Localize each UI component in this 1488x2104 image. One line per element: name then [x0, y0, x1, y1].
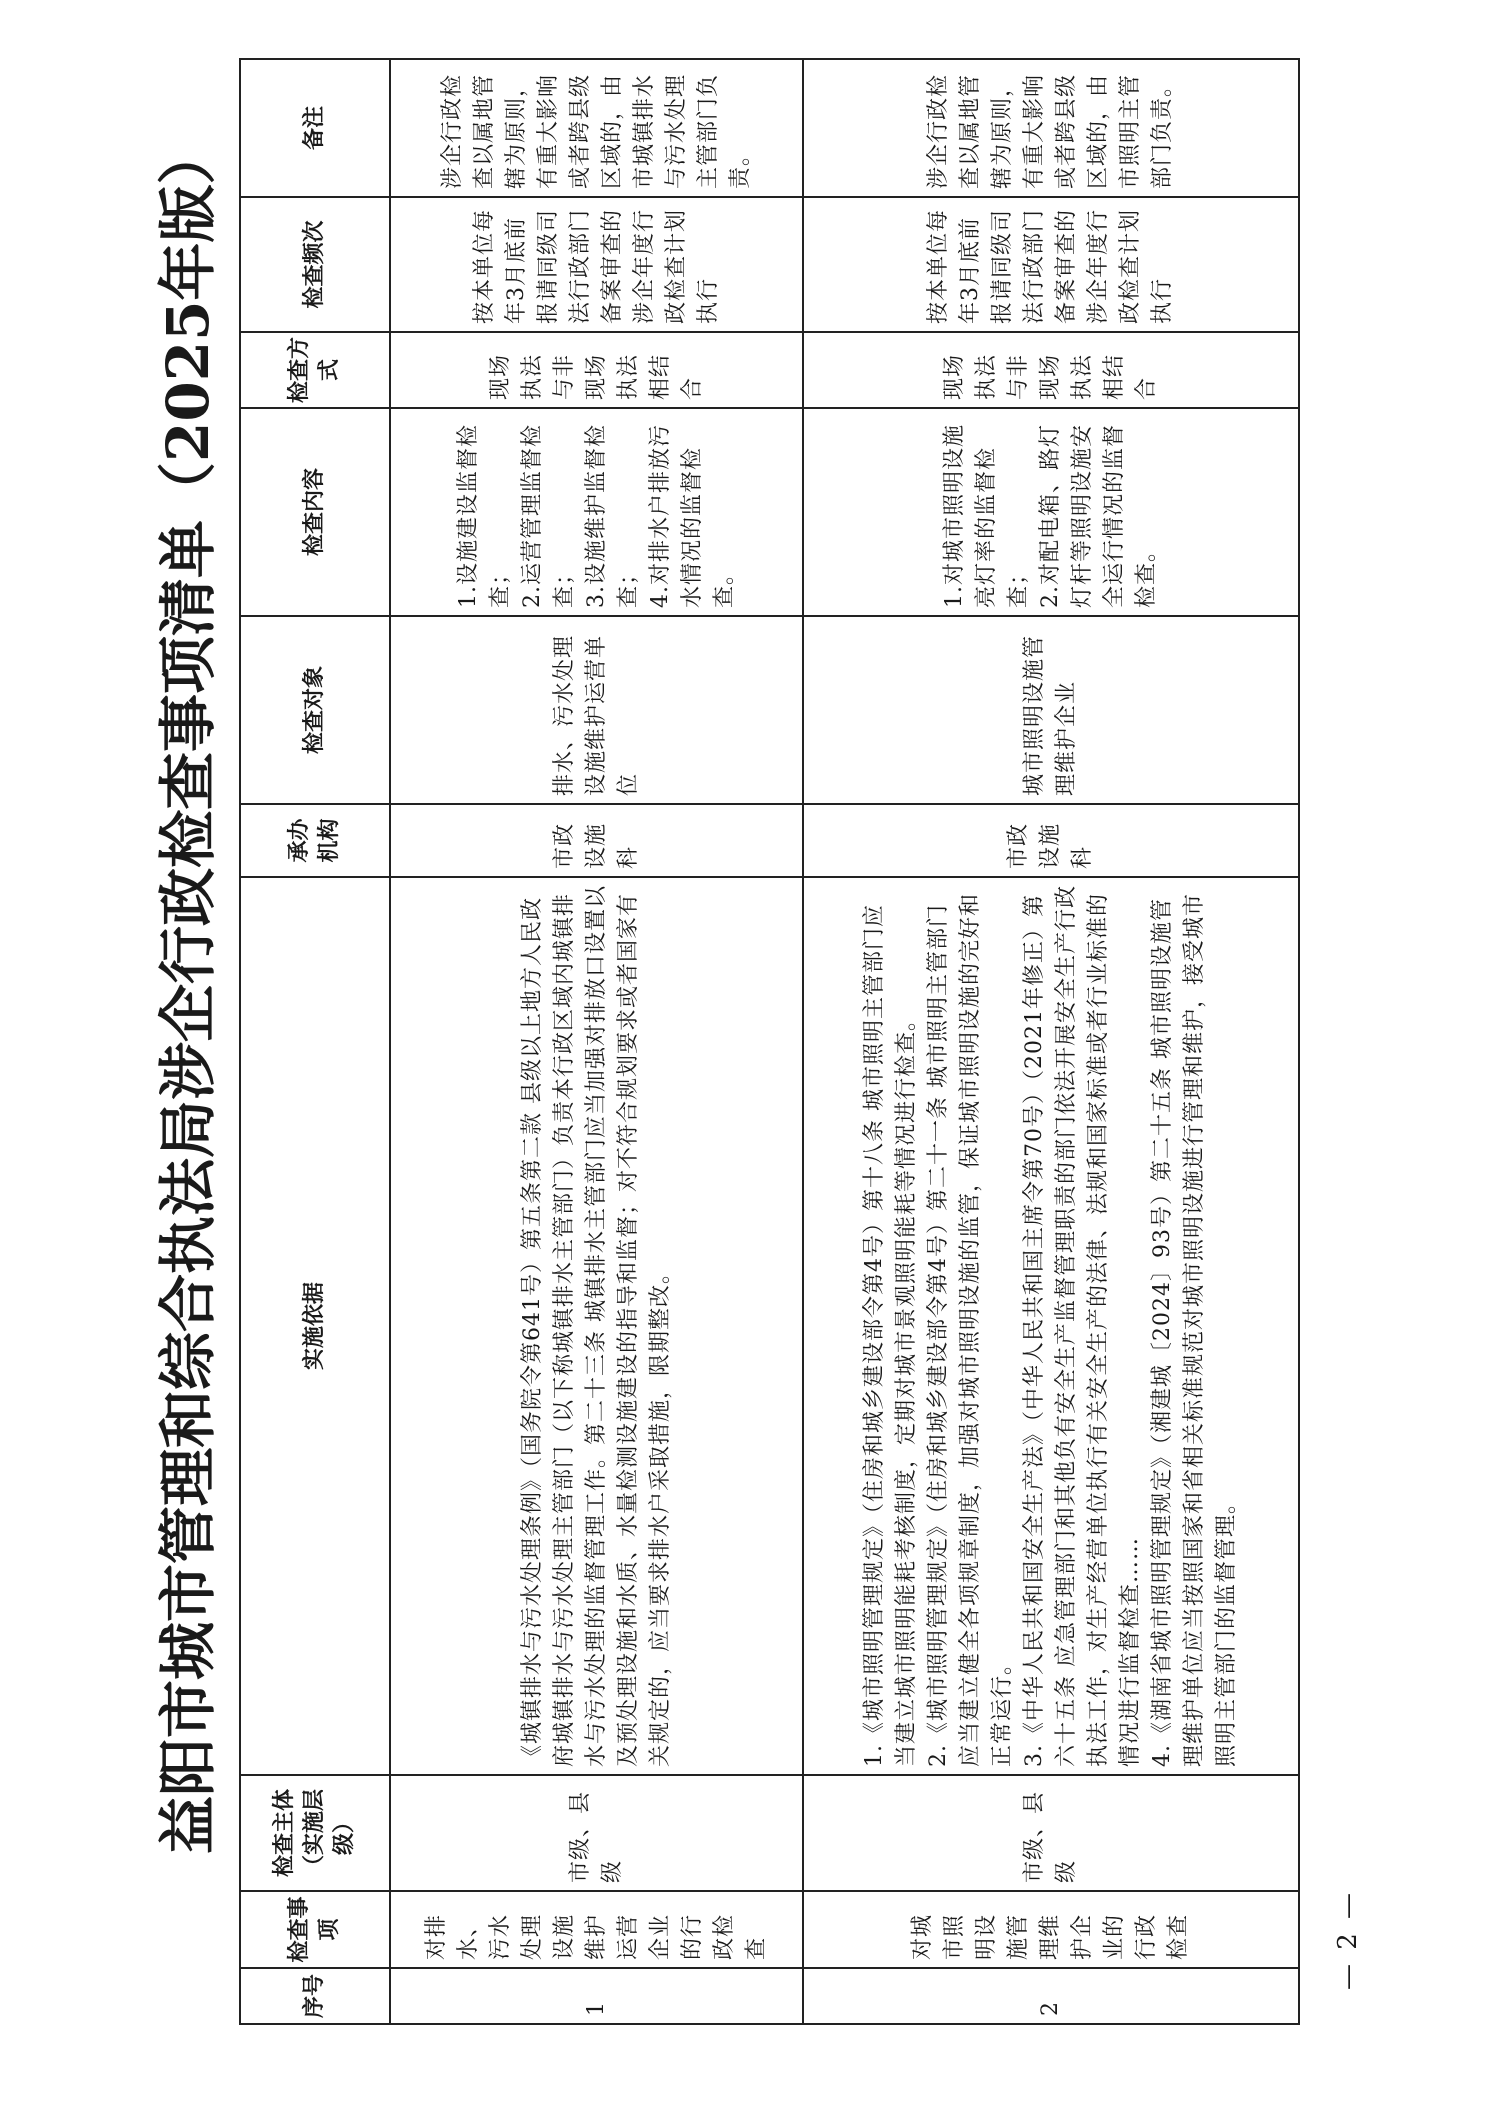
header-method: 检查方式: [240, 332, 390, 408]
header-item: 检查事项: [240, 1891, 390, 1968]
header-subject: 检查主体（实施层级）: [240, 1775, 390, 1891]
header-frequency: 检查频次: [240, 197, 390, 332]
document-title: 益阳市城市管理和综合执法局涉企行政检查事项清单（2025年版）: [154, 126, 222, 1854]
cell-content: [803, 408, 1299, 616]
cell-item: 对排水、污水处理设施维护运营企业的行政检查: [390, 1891, 803, 1968]
basis-paragraph: 《城镇排水与污水处理条例》（国务院令第641号）第五条第二款 县级以上地方人民政府城镇排水与污水处理主管部门（以下称城镇排水主管部门）负责本行政区域内城镇排水与污水处理的监督管理工作。第二十三条 城镇排水主管部门应当加强对排放口设置以及预处理设施和水质、水量检测设施建设的指导和监督；对不符合规划要求或者国家有关规定的，应当要求排水户采取措施，限期整改。: [519, 885, 673, 1767]
header-content: 检查内容: [240, 408, 390, 616]
cell-no: 2: [803, 1968, 1299, 2024]
cell-remark: 涉企行政检查以属地管辖为原则，有重大影响或者跨县级区域的，由市照明主管部门负责。: [803, 59, 1299, 197]
basis-paragraph: 3.《中华人民共和国安全生产法》（中华人民共和国主席令第70号）（2021年修正）第六十五条 应急管理部门和其他负有安全生产监督管理职责的部门依法开展安全生产行政执法工作，对生产经营单位执行有关安全生产的法律、法规和国家标准或者行业标准的情况进行监督检查……: [1022, 885, 1143, 1767]
cell-subject: 市级、县级: [390, 1775, 803, 1891]
page-number: — 2 —: [1333, 1889, 1363, 1991]
cell-frequency: 按本单位每年3月底前报请同级司法行政部门备案审查的涉企年度行政检查计划执行: [390, 197, 803, 332]
basis-paragraph: 4.《湖南省城市照明管理规定》（湘建城〔2024〕93号）第二十五条 城市照明设施管理维护单位应当按照国家和省相关标准规范对城市照明设施进行管理和维护，接受城市照明主管部门的监督管理。: [1150, 892, 1239, 1767]
header-object: 检查对象: [240, 616, 390, 804]
table-row: [803, 59, 1299, 2024]
content-item: 3.设施维护监督检查；: [583, 424, 641, 608]
cell-object: 排水、污水处理设施维护运营单位: [390, 616, 803, 804]
table-header-row: [240, 59, 390, 2024]
cell-basis: [390, 877, 803, 1775]
cell-agency: 市政设施科: [390, 804, 803, 877]
content-item: 2.运营管理监督检查；: [519, 424, 577, 608]
cell-subject: 市级、县级: [803, 1775, 1299, 1891]
header-no: 序号: [240, 1968, 390, 2024]
cell-item: 对城市照明设施管理维护企业的行政检查: [803, 1891, 1299, 1968]
header-remark: 备注: [240, 59, 390, 197]
basis-paragraph: 1.《城市照明管理规定》（住房和城乡建设部令第4号）第十八条 城市照明主管部门应当建立城市照明能耗考核制度，定期对城市景观照明能耗等情况进行检查。: [862, 904, 919, 1767]
cell-basis: [803, 877, 1299, 1775]
content-item: 2.对配电箱、路灯灯杆等照明设施安全运行情况的监督检查。: [1038, 423, 1159, 608]
content-item: 1.设施建设监督检查；: [455, 424, 513, 608]
cell-content: [390, 408, 803, 616]
cell-object: 城市照明设施管理维护企业: [803, 616, 1299, 804]
cell-frequency: 按本单位每年3月底前报请同级司法行政部门备案审查的涉企年度行政检查计划执行: [803, 197, 1299, 332]
cell-agency: 市政设施科: [803, 804, 1299, 877]
inspection-items-table: [239, 58, 1300, 2025]
content-item: 4.对排水户排放污水情况的监督检查。: [647, 424, 737, 608]
cell-no: 1: [390, 1968, 803, 2024]
content-item: 1.对城市照明设施亮灯率的监督检查；: [942, 424, 1031, 608]
table-row: [390, 59, 803, 2024]
basis-paragraph: 2.《城市照明管理规定》（住房和城乡建设部令第4号）第二十一条 城市照明主管部门应当建立健全各项规章制度，加强对城市照明设施的监管，保证城市照明设施的完好和正常运行。: [926, 892, 1015, 1767]
header-basis: 实施依据: [240, 877, 390, 1775]
cell-remark: 涉企行政检查以属地管辖为原则，有重大影响或者跨县级区域的，由市城镇排水与污水处理主管部门负责。: [390, 59, 803, 197]
cell-method: 现场执法与非现场执法相结合: [803, 332, 1299, 408]
cell-method: 现场执法与非现场执法相结合: [390, 332, 803, 408]
header-agency: 承办机构: [240, 804, 390, 877]
